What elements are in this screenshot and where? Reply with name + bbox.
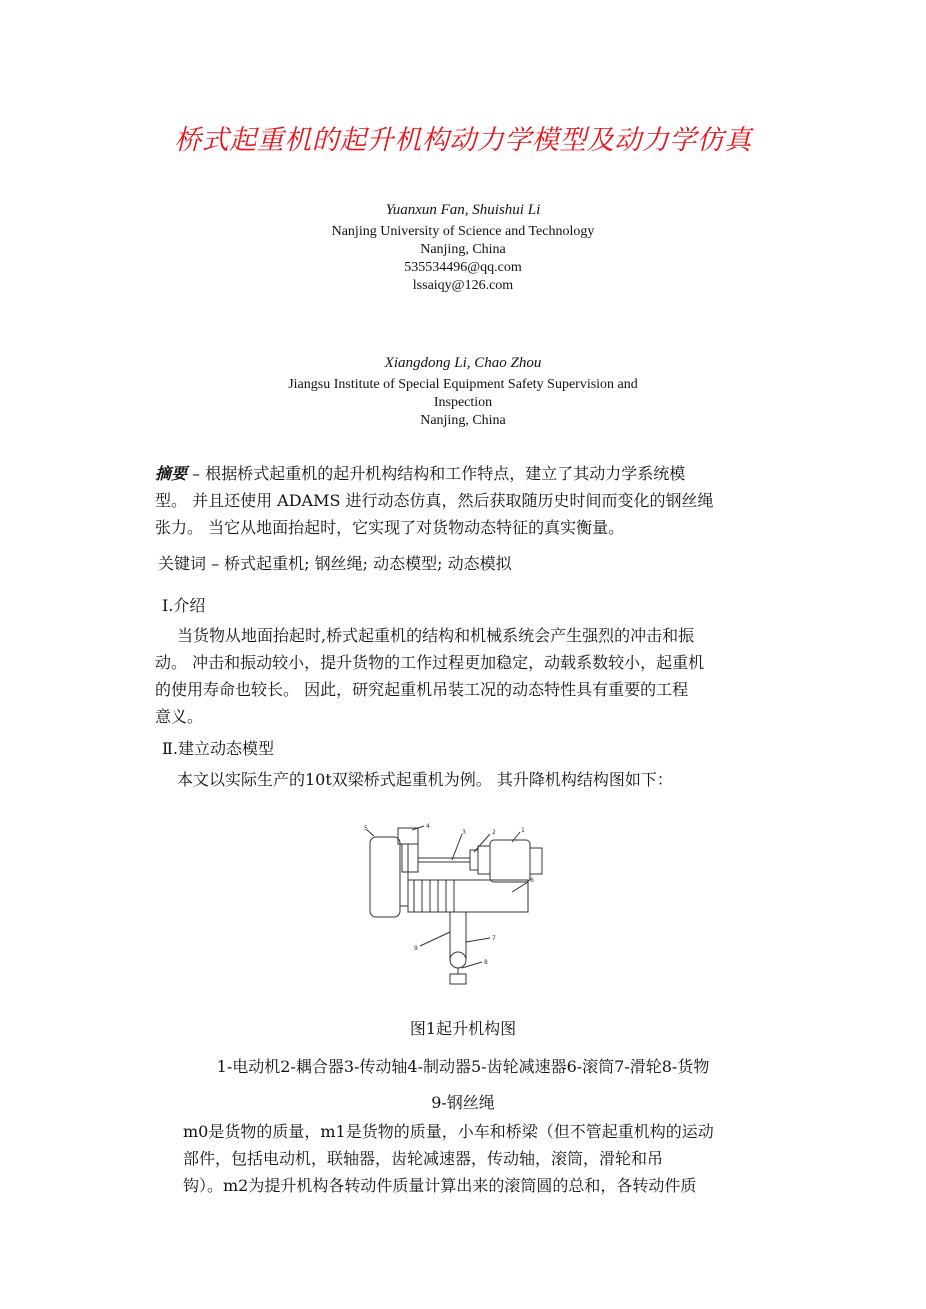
drum-shape (408, 880, 528, 912)
author-names: Yuanxun Fan, Shuishui Li (385, 202, 541, 218)
author-names: Xiangdong Li, Chao Zhou (384, 355, 542, 371)
section-heading: Ⅰ.介绍 (162, 596, 206, 615)
author-block-2 (0, 355, 926, 430)
part-label: 5 (364, 825, 368, 832)
section-heading: Ⅱ.建立动态模型 (162, 739, 274, 758)
motor-shape (490, 840, 530, 882)
section-body (155, 622, 795, 730)
part-label: 2 (492, 829, 496, 836)
abstract-text: – 根据桥式起重机的起升机构结构和工作特点，建立了其动力学系统模 (187, 464, 686, 483)
abstract-text: 张力。 当它从地面抬起时，它实现了对货物动态特征的真实衡量。 (155, 518, 625, 537)
figure-caption: 图1起升机构图 (409, 1019, 517, 1038)
paragraph-line: 部件，包括电动机，联轴器，齿轮减速器，传动轴，滚筒，滑轮和吊 (183, 1149, 664, 1168)
abstract (155, 460, 795, 541)
keywords: 关键词 – 桥式起重机; 钢丝绳; 动态模型; 动态模拟 (158, 554, 512, 573)
part-label: 3 (462, 829, 466, 836)
body-paragraph (183, 1118, 793, 1199)
paragraph-line: 当货物从地面抬起时,桥式起重机的结构和机械系统会产生强烈的冲击和振 (177, 626, 695, 645)
paragraph-line: 本文以实际生产的10t双梁桥式起重机为例。 其升降机构结构图如下： (177, 770, 673, 789)
author-block-1 (0, 202, 926, 295)
cargo-shape (450, 974, 466, 984)
paragraph-line: 钩）。m2为提升机构各转动件质量计算出来的滚筒圆的总和，各转动件质 (183, 1176, 697, 1195)
abstract-text: 型。 并且还使用 ADAMS 进行动态仿真，然后获取随历史时间而变化的钢丝绳 (155, 491, 714, 510)
affiliation: Jiangsu Institute of Special Equipment Safety Supervision and (288, 377, 638, 392)
part-label: 1 (521, 827, 525, 834)
affiliation-city: Nanjing, China (420, 413, 506, 428)
brake-shape (398, 828, 418, 844)
hoist-mechanism-figure (362, 822, 552, 992)
pulley-shape (450, 952, 466, 968)
email: 535534496@qq.com (404, 260, 522, 275)
paragraph-line: 动。 冲击和振动较小，提升货物的工作过程更加稳定，动载系数较小，起重机 (155, 653, 705, 672)
part-label: 7 (492, 935, 496, 942)
part-label: 6 (530, 877, 534, 884)
part-label: 8 (484, 959, 488, 966)
part-label: 4 (426, 823, 430, 830)
page-title: 桥式起重机的起升机构动力学模型及动力学仿真 (174, 125, 752, 156)
figure-legend: 9-钢丝绳 (431, 1093, 495, 1112)
gear-reducer-shape (370, 837, 400, 917)
figure-legend: 1-电动机2-耦合器3-传动轴4-制动器5-齿轮减速器6-滚筒7-滑轮8-货物 (216, 1057, 710, 1076)
affiliation: Inspection (433, 395, 493, 410)
affiliation-city: Nanjing, China (420, 242, 506, 257)
paragraph-line: 意义。 (155, 707, 204, 726)
paragraph-line: m0是货物的质量，m1是货物的质量，小车和桥梁（但不管起重机构的运动 (183, 1122, 714, 1141)
abstract-label: 摘要 (155, 464, 188, 483)
paragraph-line: 的使用寿命也较长。 因此，研究起重机吊装工况的动态特性具有重要的工程 (155, 680, 689, 699)
part-label: 9 (414, 945, 418, 952)
coupler-shape (470, 850, 478, 870)
email: lssaiqy@126.com (412, 278, 514, 293)
affiliation: Nanjing University of Science and Technology (331, 224, 595, 239)
